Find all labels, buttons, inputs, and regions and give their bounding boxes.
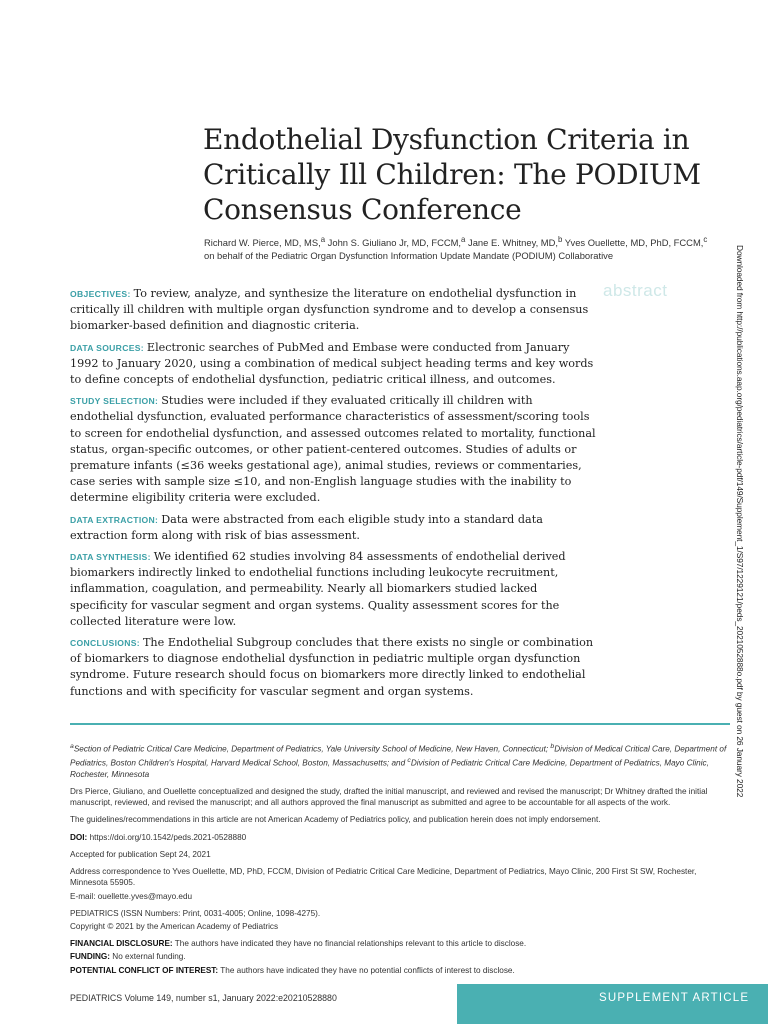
section-label: OBJECTIVES:: [70, 289, 131, 299]
section-text: Electronic searches of PubMed and Embase were conducted from January 1992 to January 2020, using a combination of medical subject heading terms and key words to define concepts of endothelial dysfunction, pediatric critical illness, and outcomes.: [70, 340, 594, 387]
funding-label: FUNDING:: [70, 952, 111, 962]
journal-citation: PEDIATRICS Volume 149, number s1, January 2022:e20210528880: [70, 993, 337, 1003]
conflict-label: POTENTIAL CONFLICT OF INTEREST:: [70, 965, 219, 975]
section-text: Studies were included if they evaluated critically ill children with endothelial dysfunction, evaluated performance characteristics of assessment/scoring tools to screen for endothelial dysfunction, and assessed outcomes related to mortality, functional status, organ-specific outcomes, or other patient-centered outcomes. Studies of adults or premature infants (≤36 weeks gestational age), animal studies, reviews or commentaries, case series with sample size ≤10, and non-English language studies with the inability to determine eligibility criteria were excluded.: [70, 394, 596, 505]
author-whitney: Jane E. Whitney, MD,: [465, 237, 558, 249]
section-label: DATA SYNTHESIS:: [70, 552, 151, 563]
abstract-data-sources: [70, 340, 598, 389]
author-list: [204, 233, 714, 262]
accepted-date: Accepted for publication Sept 24, 2021: [70, 849, 211, 859]
article-notes: [70, 741, 730, 978]
abstract-heading: abstract: [603, 281, 668, 300]
article-title: Endothelial Dysfunction Criteria in Critically Ill Children: The PODIUM Consensus Conference: [203, 123, 701, 226]
section-text: The Endothelial Subgroup concludes that there exists no single or combination of biomarkers to diagnose endothelial dysfunction in pediatric multiple organ dysfunction syndrome. Future research should focus on biomarkers more directly linked to endothelial functions and with specificity for vascular segment and organ systems.: [70, 636, 594, 698]
section-label: DATA SOURCES:: [70, 342, 144, 353]
author-giuliano: John S. Giuliano Jr, MD, FCCM,: [325, 237, 462, 249]
section-divider: [70, 723, 730, 725]
section-label: STUDY SELECTION:: [70, 396, 159, 407]
financial-label: FINANCIAL DISCLOSURE:: [70, 939, 173, 949]
abstract-objectives: [70, 286, 598, 335]
correspondence-address: Address correspondence to Yves Ouellette, MD, PhD, FCCM, Division of Pediatric Critical Care Medicine, Department of Pediatrics, Mayo Clinic, 200 First St SW, Rochester, Minnesota 55905.: [70, 867, 697, 888]
correspondence-email[interactable]: E-mail: ouellette.yves@mayo.edu: [70, 891, 193, 901]
doi-label: DOI:: [70, 832, 88, 842]
author-affiliation-mark: a: [320, 235, 326, 244]
affiliation-yale: Section of Pediatric Critical Care Medicine, Department of Pediatrics, Yale University School of Medicine, New Haven, Connecticut;: [73, 744, 551, 754]
abstract-body: [70, 286, 598, 705]
financial-disclosure: [70, 938, 730, 949]
affiliations: [70, 741, 730, 780]
affiliation-mark: c: [407, 756, 411, 764]
section-text: Data were abstracted from each eligible study into a standard data extraction form along with risk of bias assessment.: [70, 512, 543, 542]
conflict-text: The authors have indicated they have no potential conflicts of interest to disclose.: [218, 965, 515, 975]
doi: [70, 832, 730, 843]
affiliation-mark: a: [70, 743, 74, 750]
abstract-data-extraction: [70, 512, 598, 544]
abstract-conclusions: [70, 635, 598, 700]
download-notice: Downloaded from http://publications.aap.org/pediatrics/article-pdf/149/Supplement_1/S97/1229121/peds_2021052888o.pdf by guest on 26 January 2022: [735, 245, 745, 798]
abstract-study-selection: [70, 393, 598, 506]
copyright: Copyright © 2021 by the American Academy of Pediatrics: [70, 921, 279, 931]
author-ouellette: Yves Ouellette, MD, PhD, FCCM,: [562, 237, 704, 249]
section-label: DATA EXTRACTION:: [70, 514, 159, 525]
author-collaborative: on behalf of the Pediatric Organ Dysfunction Information Update Mandate (PODIUM) Collaborative: [204, 250, 614, 262]
author-affiliation-mark: a: [461, 235, 466, 244]
section-text: To review, analyze, and synthesize the literature on endothelial dysfunction in critically ill children with multiple organ dysfunction syndrome and to develop a consensus biomarker-based definition and diagnostic criteria.: [70, 287, 589, 333]
author-pierce: Richard W. Pierce, MD, MS,: [204, 237, 321, 249]
affiliation-boston: Division of Medical Critical Care, Department of Pediatrics, Boston Children's Hospital, Harvard Medical School, Boston, Massachusetts; and: [70, 744, 727, 768]
affiliation-mayo: Division of Pediatric Critical Care Medicine, Department of Pediatrics, Mayo Clinic, Rochester, Minnesota: [70, 758, 709, 779]
funding-text: No external funding.: [110, 952, 186, 962]
financial-text: The authors have indicated they have no financial relationships relevant to this article to disclose.: [172, 939, 527, 949]
funding: [70, 951, 730, 962]
author-affiliation-mark: c: [703, 235, 708, 244]
doi-link[interactable]: https://doi.org/10.1542/peds.2021-0528880: [87, 832, 247, 842]
guidelines-statement: The guidelines/recommendations in this article are not American Academy of Pediatrics policy, and publication herein does not imply endorsement.: [70, 815, 601, 825]
affiliation-mark: b: [550, 743, 555, 750]
author-contributions: Drs Pierce, Giuliano, and Ouellette conceptualized and designed the study, drafted the initial manuscript, and reviewed and revised the manuscript; Dr Whitney drafted the initial manuscript, reviewed, and revised the manuscript; and all authors approved the final manuscript as submitted and agree to be accountable for all aspects of the work.: [70, 787, 708, 808]
conflict-of-interest: [70, 965, 730, 976]
author-affiliation-mark: b: [557, 235, 563, 244]
abstract-data-synthesis: [70, 549, 598, 630]
section-text: We identified 62 studies involving 84 assessments of endothelial derived biomarkers indirectly linked to endothelial functions including leukocyte recruitment, inflammation, coagulation, and permeability. Nearly all biomarkers studied lacked specificity for vascular segment and organ systems. Quality assessment scores for the collected literature were low.: [70, 550, 566, 628]
issn: PEDIATRICS (ISSN Numbers: Print, 0031-4005; Online, 1098-4275).: [70, 908, 321, 918]
section-label: CONCLUSIONS:: [70, 638, 140, 649]
article-type-banner: [457, 984, 768, 1024]
article-type-label: SUPPLEMENT ARTICLE: [599, 992, 750, 1004]
